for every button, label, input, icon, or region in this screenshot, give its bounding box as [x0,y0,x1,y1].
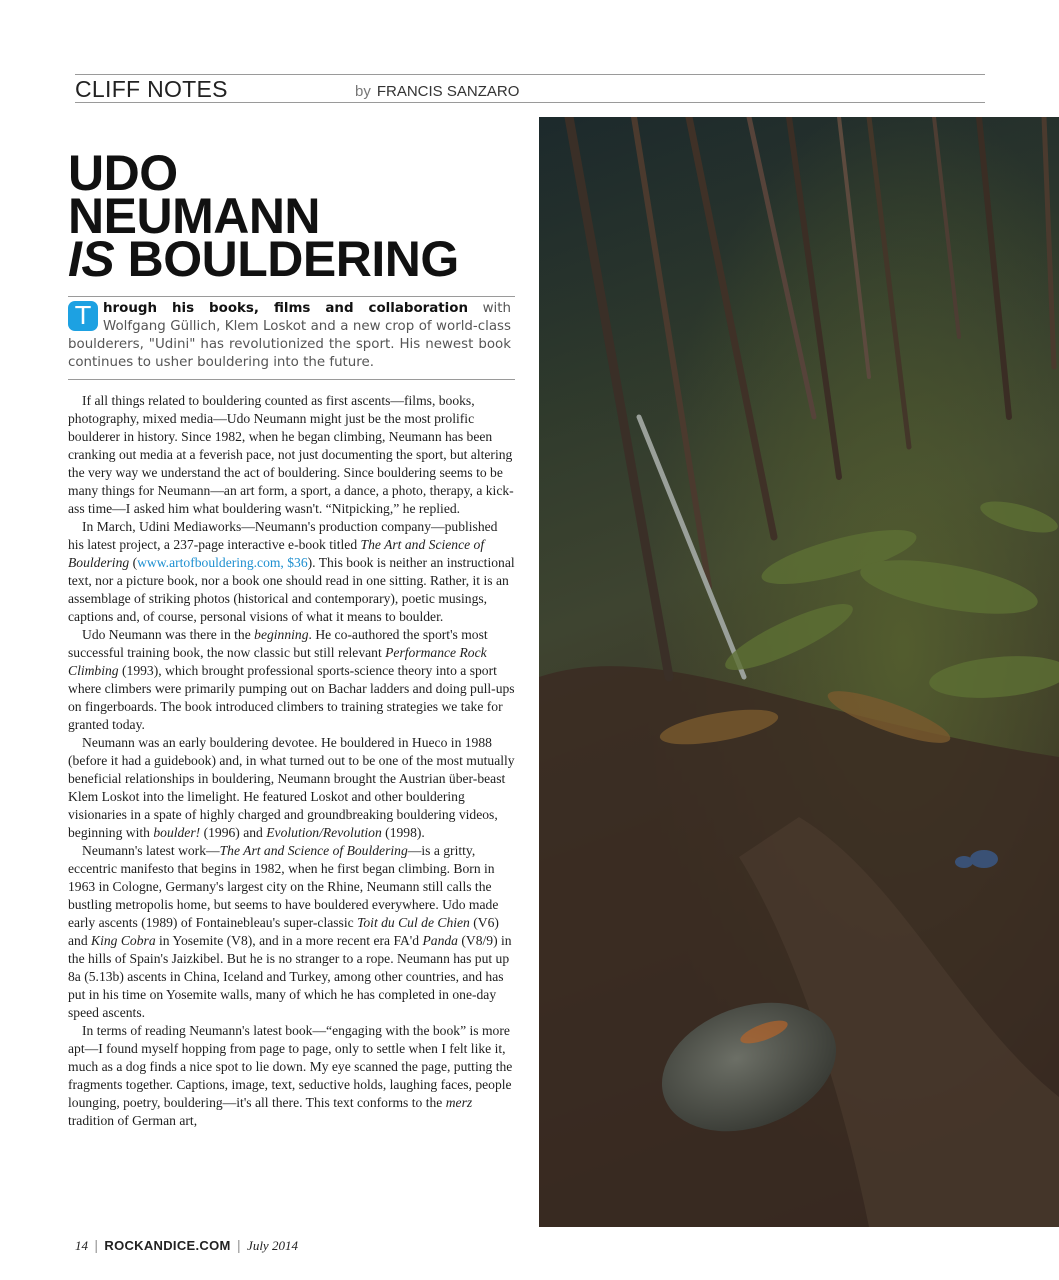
forest-photo [539,117,1059,1227]
footer-separator-1: | [94,1239,99,1254]
route-name-1: Toit du Cul de Chien [357,915,470,930]
paragraph-3 [68,626,515,734]
p2-text-a: In March, Udini Mediaworks—Neumann's production company—published his latest project, a 237-page interactive e-book titled [68,519,498,552]
paragraph-4 [68,734,515,842]
page-title [68,145,459,287]
p6-text-b: tradition of German art, [68,1113,198,1128]
p2-text-b: ( [129,555,138,570]
p5-text-d: in Yosemite (V8), and in a more recent era FA'd [155,933,423,948]
p3-text-c: (1993), which brought professional sports-science theory into a sport where climbers were primarily pumping out on Bachar ladders and doing pull-ups on fingerboards. The book introduced climbers to training strategies we take for granted today. [68,663,515,732]
article-body [68,392,515,1130]
p6-emphasis: merz [445,1095,473,1110]
deck-bottom-rule [68,379,515,380]
headline-line-1: UDO [68,145,178,201]
deck-rest: with Wolfgang Güllich, Klem Loskot and a new crop of world-class boulderers, "Udini" has revolutionized the sport. His newest book continues to usher bouldering into the future. [68,301,511,370]
p4-text-c: (1998). [381,825,425,840]
header-bottom-rule [75,102,985,103]
paragraph-6 [68,1022,515,1130]
training-book-title: Performance Rock Climbing [68,645,487,678]
p5-text-e: (V8/9) in the hills of Spain's Jaizkibel. But he is no stranger to a rope. Neumann has put up 8a (5.13b) ascents in China, Iceland and Turkey, among other countries, and has put in his time on Yosemite walls, many of which he has completed in one-day speed ascents. [68,933,512,1020]
p2-text-c: ). This book is neither an instructional text, nor a picture book, nor a book one should read in one sitting. Rather, it is an assemblage of striking photos (historical and contemporary), poetic musings, captions and, of course, personal visions of what it means to boulder. [68,555,515,624]
deck-intro [68,300,511,372]
p4-text-a: Neumann was an early bouldering devotee. He bouldered in Hueco in 1988 (before it had a guidebook) and, in what turned out to be one of the most mutually beneficial relationships in bouldering, Neumann brought the Austrian über-beast Klem Loskot into the limelight. He featured Loskot and other bouldering visionaries in a spate of highly charged and groundbreaking bouldering videos, beginning with [68,735,515,840]
video-title-2: Evolution/Revolution [266,825,382,840]
book-link[interactable]: www.artofbouldering.com, $36 [137,555,308,570]
headline-line-3 [68,231,459,287]
paragraph-1: If all things related to bouldering counted as first ascents—films, books, photography, mixed media—Udo Neumann might just be the most prolific boulderer in history. Since 1982, when he began climbing, Neumann has been cranking out media at a feverish pace, not just documenting the sport, but altering the very way we understand the act of bouldering. Since bouldering seems to be many things for Neumann—an art form, a sport, a dance, a photo, therapy, a kick-ass time—I asked him what bouldering wasn't. “Nitpicking,” he replied. [68,393,514,516]
headline-italic-word: IS [68,231,115,287]
paragraph-2 [68,518,515,626]
route-name-3: Panda [422,933,458,948]
headline-line-2: NEUMANN [68,188,321,244]
p3-emphasis: beginning [254,627,309,642]
p3-text-a: Udo Neumann was there in the [82,627,255,642]
p4-text-b: (1996) and [200,825,267,840]
byline-author: FRANCIS SANZARO [376,83,520,100]
forest-illustration [539,117,1059,1227]
p5-book-title: The Art and Science of Bouldering [219,843,408,858]
book-title: The Art and Science of Bouldering [68,537,485,570]
p3-text-b: . He co-authored the sport's most successful training book, the now classic but still relevant [68,627,488,660]
paragraph-5 [68,842,515,1022]
p5-text-c: (V6) and [68,915,499,948]
headline-line-3-rest: BOULDERING [127,231,459,287]
page-footer [75,1238,298,1254]
route-name-2: King Cobra [91,933,156,948]
p6-text-a: In terms of reading Neumann's latest book—“engaging with the book” is more apt—I found myself hopping from page to page, only to settle when I felt like it, much as a dog finds a nice spot to lie down. My eye scanned the page, putting the fragments together. Captions, image, text, seductive holds, laughing faces, people lounging, poetry, bouldering—it's all there. This text conforms to the [68,1023,513,1110]
byline [355,83,519,100]
byline-by: by [355,83,371,100]
p5-text-a: Neumann's latest work— [82,843,220,858]
deck-top-rule [68,296,515,297]
footer-site: ROCKANDICE.COM [104,1238,231,1253]
page-number: 14 [75,1238,88,1253]
footer-date: July 2014 [247,1238,298,1253]
section-label: CLIFF NOTES [75,76,228,102]
footer-separator-2: | [236,1239,242,1254]
p5-text-b: —is a gritty, eccentric manifesto that begins in 1982, when he first began climbing. Born in 1963 in Cologne, Germany's largest city on the Rhine, Neumann still calls the bustling metropolis home, but seems to have bouldered everywhere. Udo made early ascents (1989) of Fontainebleau's super-classic [68,843,499,930]
drop-cap: T [68,301,98,331]
video-title-1: boulder! [153,825,201,840]
header-top-rule [75,74,985,75]
deck-lead: hrough his books, films and collaboration [103,301,469,316]
